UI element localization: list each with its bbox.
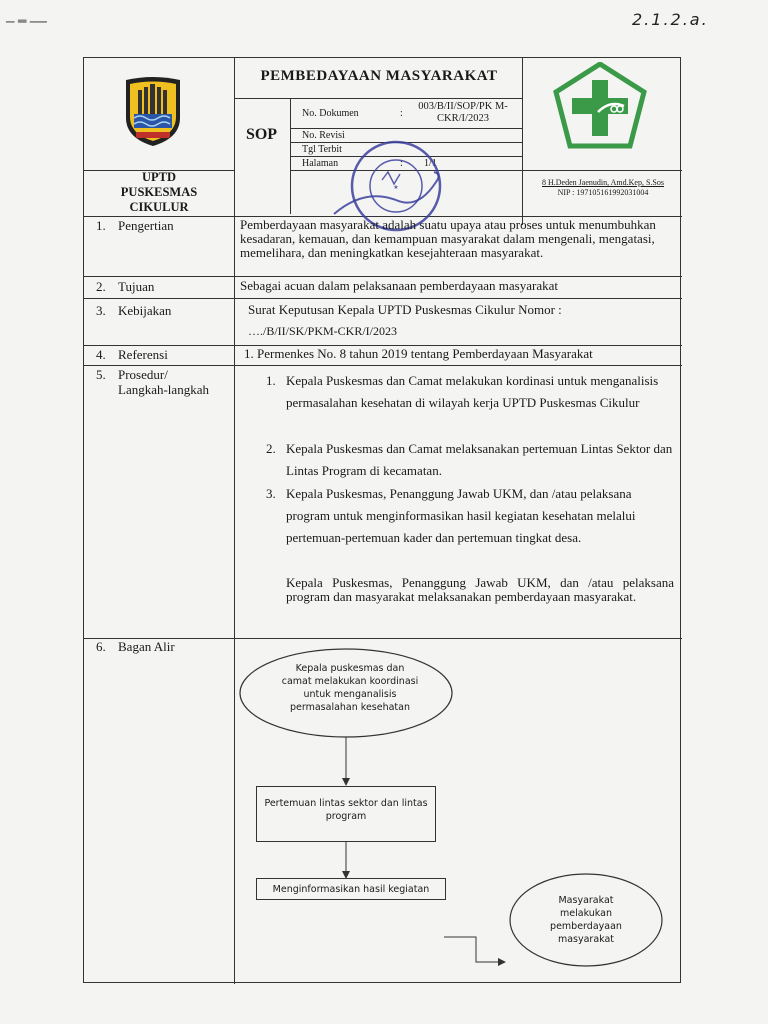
row-text-kebijakan-1: Surat Keputusan Kepala UPTD Puskesmas Cikulur Nomor : xyxy=(248,302,562,317)
signatory-name: 8 H.Deden Jaenudin, Amd.Kep, S.Sos xyxy=(542,178,664,187)
meta-colon: : xyxy=(400,158,403,169)
flowchart-node-koordinasi: Kepala puskesmas dan camat melakukan koordinasi untuk menganalisis permasalahan kesehatan xyxy=(281,663,419,713)
handwritten-code: 2.1.2.a. xyxy=(632,10,709,29)
sop-label: SOP xyxy=(245,126,278,143)
district-logo-icon xyxy=(122,74,184,148)
scan-artifact: ▁ ▂ ▁▁ xyxy=(6,10,47,23)
row-text-tujuan: Sebagai acuan dalam pelaksanaan pemberdayaan masyarakat xyxy=(240,278,558,293)
document-title: PEMBEDAYAAN MASYARAKAT xyxy=(260,68,498,84)
flowchart-node-informasi: Menginformasikan hasil kegiatan xyxy=(272,884,430,895)
flowchart-node-pemberdayaan: Masyarakat melakukan pemberdayaan masyarakat xyxy=(550,895,622,945)
meta-value-no-dokumen: 003/B/II/SOP/PK M-CKR/I/2023 xyxy=(418,101,508,124)
meta-label-no-revisi: No. Revisi xyxy=(302,130,345,141)
organization-name: UPTD PUSKESMAS CIKULUR xyxy=(120,170,198,214)
row-number: 6. xyxy=(96,639,106,654)
meta-colon: : xyxy=(400,108,403,119)
meta-value-halaman: 1/1 xyxy=(424,158,437,169)
row-label-tujuan: Tujuan xyxy=(118,279,155,294)
svg-text:★: ★ xyxy=(393,184,399,191)
sop-document: PEMBEDAYAAN MASYARAKAT SOP No. Dokumen : 003/B/II/SOP/PK M-CKR/I/2023 No. Revisi Tgl Terbit Halaman : 1/1 UPTD PUSKESMAS CIKULUR 8 H.Deden Jaenudin, Amd.Kep, S.Sos NIP : 197105161992031004 ★ 1. Pengertian Pemberdayaan masyarakat adalah suatu upaya atau proses untuk menumbuhkan kesadaran, kemauan, dan kemampuan masyarakat dalam mengenali, mengatasi, memelihara, dan meningkatkan kesejahteraan masyarakat. 2. Tujuan Sebagai acuan dalam pelaksanaan pemberdayaan masyarakat 3. Kebijakan Surat Keputusan Kepala UPTD Puskesmas Cikulur Nomor : …./B/II/SK/PKM-CKR/I/2023 4. Referensi 1. Permenkes No. 8 tahun 2019 tentang Pemberdayaan Masyarakat 5. Prosedur/ Langkah-langkah 1. Kepala Puskesmas dan Camat melakukan kordinasi untuk menganalisis permasalahan kesehatan di wilayah kerja UPTD Puskesmas Cikulur 2. Kepala Puskesmas dan Camat melaksanakan pertemuan Lintas Sektor dan Lintas Program di kecamatan. 3. Kepala Puskesmas, Penanggung Jawab UKM, dan /atau pelaksana program untuk menginformasikan hasil kegiatan kesehatan melalui pertemuan-pertemuan kader dan pertemuan tingkat desa. Kepala Puskesmas, Penanggung Jawab UKM, dan /atau pelaksana program dan masyarakat melaksanakan pemberdayaan masyarakat. 6. Bagan Alir Kepala puskesmas dan camat melakukan koordinasi untuk menganalisis permasalahan kesehatan Pertemuan lintas sektor dan lintas program Menginformasikan hasil kegiatan Masyarakat melakukan pemberdayaan masyarakat xyxy=(83,57,681,983)
row-number: 1. xyxy=(96,218,106,233)
health-cross-logo-icon xyxy=(552,62,648,150)
row-label-referensi: Referensi xyxy=(118,347,168,362)
meta-label-tgl-terbit: Tgl Terbit xyxy=(302,144,342,155)
flowchart-box-pertemuan xyxy=(256,786,436,842)
signatory xyxy=(524,178,682,198)
row-number: 2. xyxy=(96,279,106,294)
row-label-pengertian: Pengertian xyxy=(118,218,174,233)
meta-label-halaman: Halaman xyxy=(302,158,339,169)
flowchart-node-pertemuan: Pertemuan lintas sektor dan lintas program xyxy=(264,798,428,822)
signatory-nip: NIP : 197105161992031004 xyxy=(557,188,649,197)
row-number: 3. xyxy=(96,303,106,318)
procedure-extra: Kepala Puskesmas, Penanggung Jawab UKM, dan /atau pelaksana program dan masyarakat melaksanakan pemberdayaan masyarakat. xyxy=(286,575,674,604)
row-label-kebijakan: Kebijakan xyxy=(118,303,172,318)
row-text-referensi: 1. Permenkes No. 8 tahun 2019 tentang Pemberdayaan Masyarakat xyxy=(244,346,593,361)
row-text-pengertian: Pemberdayaan masyarakat adalah suatu upaya atau proses untuk menumbuhkan kesadaran, kemauan, dan kemampuan masyarakat dalam mengenali, mengatasi, memelihara, dan meningkatkan kesejahteraan masyarakat. xyxy=(240,218,656,260)
flowchart-box-informasi xyxy=(256,878,446,900)
meta-label-no-dokumen: No. Dokumen xyxy=(302,108,359,119)
row-label-bagan-alir: Bagan Alir xyxy=(118,639,175,654)
row-number: 4. xyxy=(96,347,106,362)
row-text-kebijakan-2: …./B/II/SK/PKM-CKR/I/2023 xyxy=(248,324,398,338)
row-number: 5. xyxy=(96,367,106,382)
row-label-prosedur: Prosedur/ Langkah-langkah xyxy=(118,367,209,397)
